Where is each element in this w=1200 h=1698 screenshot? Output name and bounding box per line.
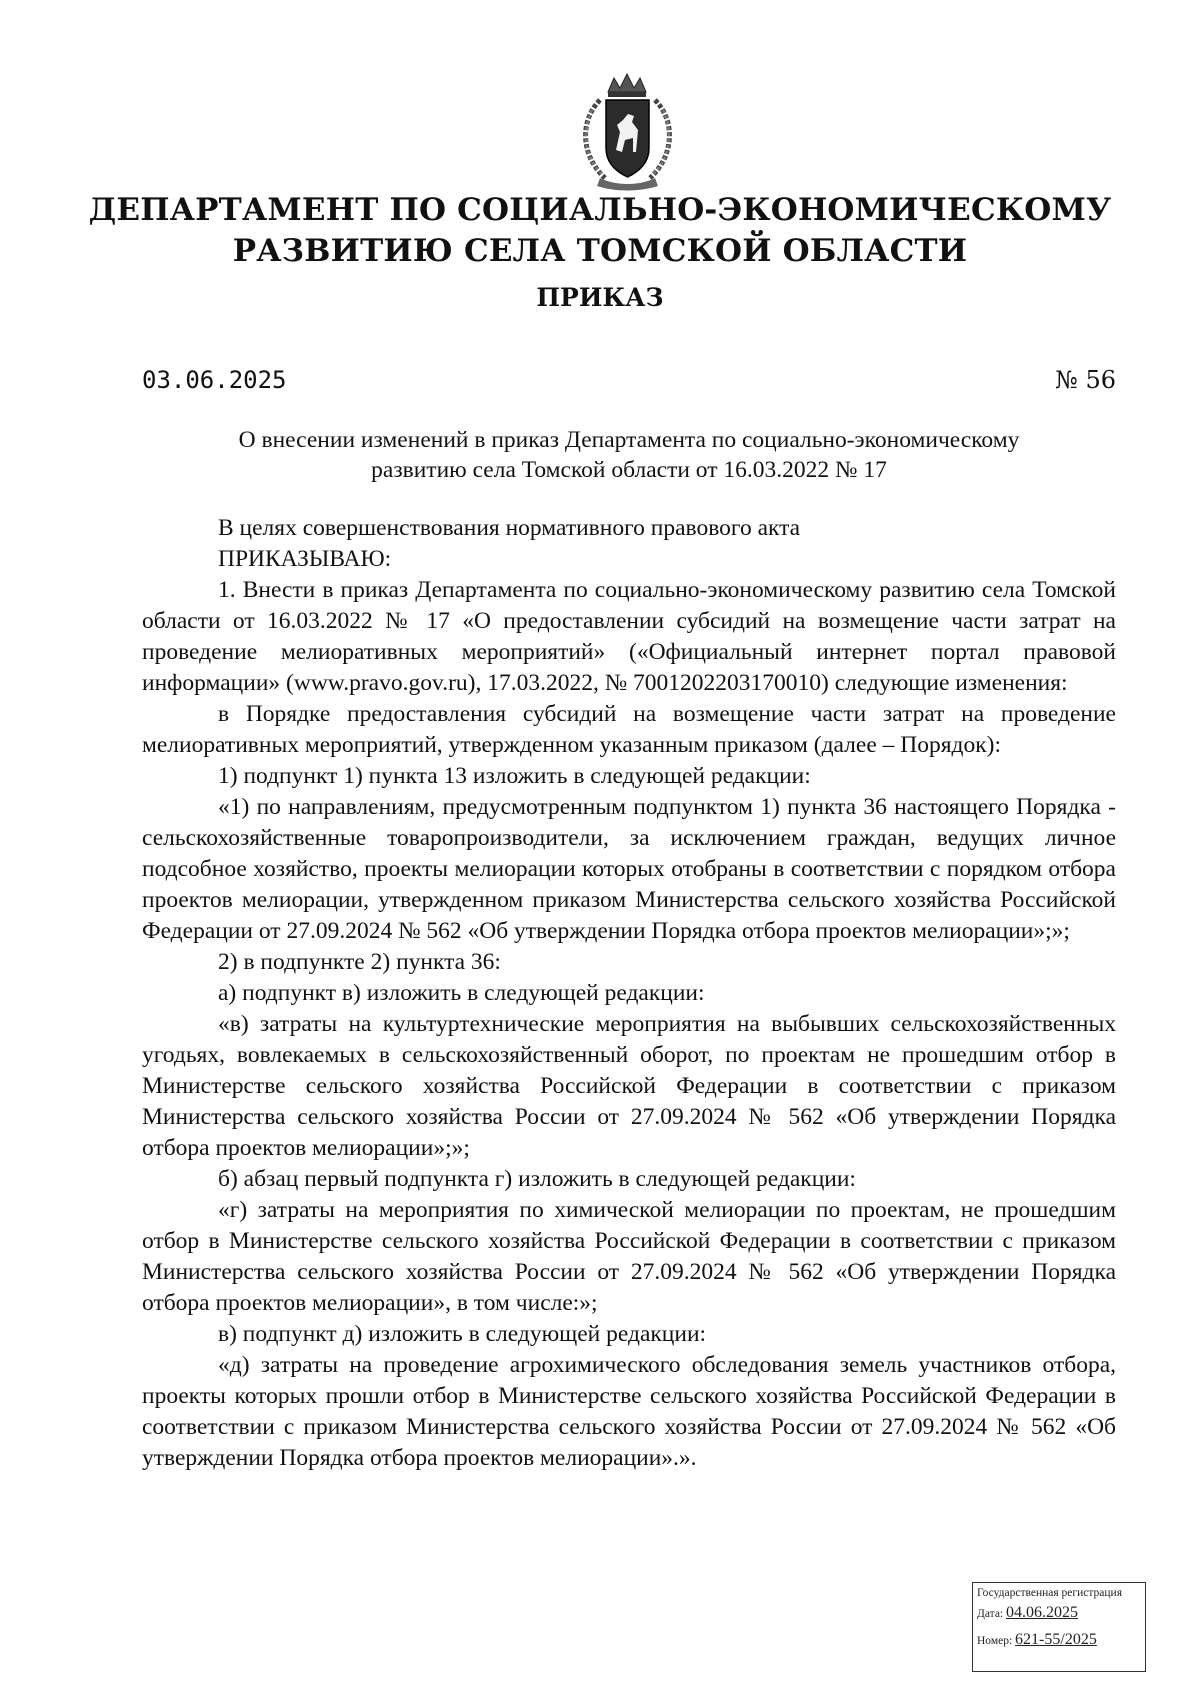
- body-paragraph: б) абзац первый подпункта г) изложить в следующей редакции:: [218, 1166, 856, 1192]
- body-paragraph: а) подпункт в) изложить в следующей редакции:: [218, 980, 705, 1006]
- registration-stamp-title: Государственная регистрация: [977, 1587, 1122, 1599]
- subject-line1: О внесении изменений в приказ Департамента по социально-экономическому: [238, 427, 1020, 453]
- organization-name: [0, 190, 1200, 272]
- registration-date-label: Дата:: [977, 1608, 1004, 1620]
- body-paragraph: «д) затраты на проведение агрохимического обследования земель участников отбора, проекты которых прошли отбор в Министерстве сельского хозяйства Российской Федерации в соответствии с приказом Министерства сельского хозяйства России от 27.09.2024 № 562 «Об утверждении Порядка отбора проектов мелиорации».».: [142, 1352, 1116, 1471]
- body-paragraph: 2) в подпункте 2) пункта 36:: [218, 949, 501, 975]
- body-paragraph: 1) подпункт 1) пункта 13 изложить в следующей редакции:: [218, 763, 811, 789]
- document-subject: [142, 425, 1116, 485]
- registration-date-value: 04.06.2025: [1006, 1604, 1078, 1621]
- body-paragraph: в Порядке предоставления субсидий на возмещение части затрат на проведение мелиоративных мероприятий, утвержденном указанным приказом (далее – Порядок):: [142, 701, 1116, 758]
- document-number: № 56: [1055, 366, 1116, 394]
- registration-stamp: [972, 1582, 1146, 1672]
- body-paragraph: В целях совершенствования нормативного правового акта: [218, 515, 801, 541]
- organization-name-line2: РАЗВИТИЮ СЕЛА ТОМСКОЙ ОБЛАСТИ: [232, 233, 968, 269]
- registration-number-label: Номер:: [977, 1635, 1013, 1647]
- document-body: [142, 513, 1116, 1474]
- organization-name-line1: ДЕПАРТАМЕНТ ПО СОЦИАЛЬНО-ЭКОНОМИЧЕСКОМУ: [88, 192, 1112, 228]
- document-date: 03.06.2025: [142, 366, 287, 394]
- body-paragraph: «в) затраты на культуртехнические мероприятия на выбывших сельскохозяйственных угодьях, вовлекаемых в сельскохозяйственный оборот, по проектам не прошедшим отбор в Министерстве сельского хозяйства Российской Федерации в соответствии с приказом Министерства сельского хозяйства России от 27.09.2024 № 562 «Об утверждении Порядка отбора проектов мелиорации»;»;: [142, 1011, 1116, 1161]
- subject-line2: развитию села Томской области от 16.03.2022 № 17: [371, 457, 887, 483]
- registration-number-row: [977, 1627, 1141, 1654]
- body-paragraph: в) подпункт д) изложить в следующей редакции:: [218, 1321, 707, 1347]
- coat-of-arms-icon: [570, 70, 685, 192]
- body-paragraph: 1. Внести в приказ Департамента по социально-экономическому развитию села Томской области от 16.03.2022 № 17 «О предоставлении субсидий на возмещение части затрат на проведение мелиоративных мероприятий» («Официальный интернет портал правовой информации» (www.pravo.gov.ru), 17.03.2022, № 7001202203170010) следующие изменения:: [142, 577, 1116, 696]
- body-paragraph: «1) по направлениям, предусмотренным подпунктом 1) пункта 36 настоящего Порядка - сельскохозяйственные товаропроизводители, за исключением граждан, ведущих личное подсобное хозяйство, проекты мелиорации которых отобраны в соответствии с порядком отбора проектов мелиорации, утвержденном приказом Министерства сельского хозяйства Российской Федерации от 27.09.2024 № 562 «Об утверждении Порядка отбора проектов мелиорации»;»;: [142, 794, 1116, 944]
- registration-date-row: [977, 1600, 1141, 1627]
- document-type: ПРИКАЗ: [536, 283, 664, 312]
- body-paragraph: «г) затраты на мероприятия по химической мелиорации по проектам, не прошедшим отбор в Министерстве сельского хозяйства Российской Федерации в соответствии с приказом Министерства сельского хозяйства России от 27.09.2024 № 562 «Об утверждении Порядка отбора проектов мелиорации», в том числе:»;: [142, 1197, 1116, 1316]
- order-directive: ПРИКАЗЫВАЮ:: [218, 546, 392, 572]
- registration-number-value: 621-55/2025: [1015, 1631, 1097, 1648]
